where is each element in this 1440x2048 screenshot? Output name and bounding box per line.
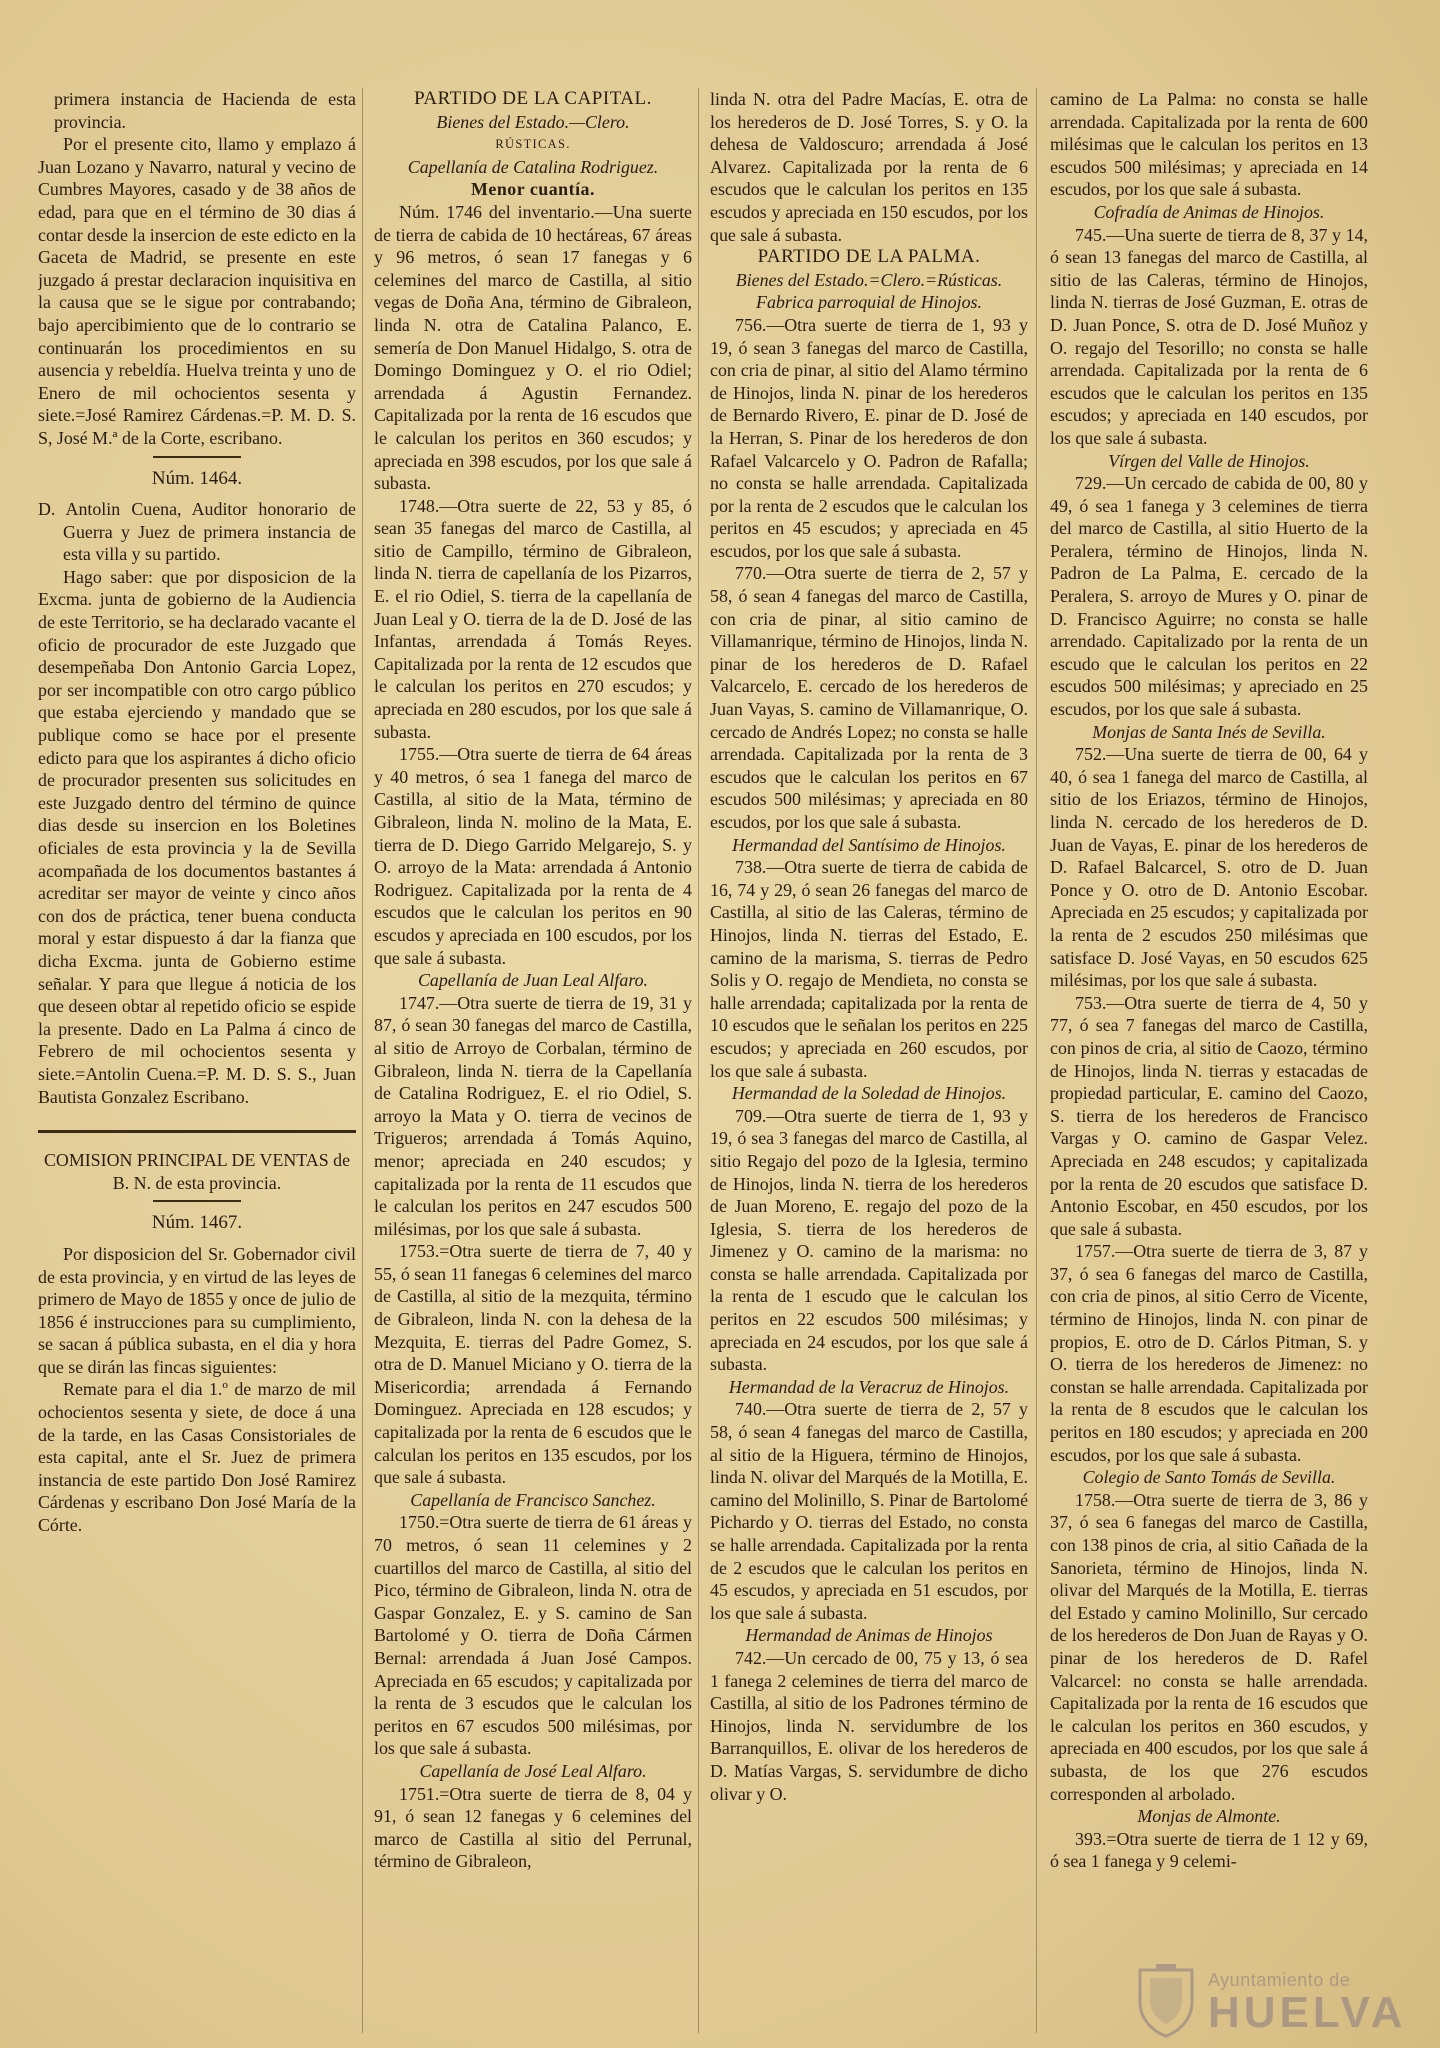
column-1 <box>38 88 356 2033</box>
lot-entry: 1757.—Otra suerte de tierra de 3, 87 y 37, ó sea 6 fanegas del marco de Castilla, con cria de pinos, al sitio Cerro de Vicente, término de Hinojos, linda N. con pinar de propios, E. otro de D. Cárlos Pitman, S. y O. tierra de los herederos de Jimenez: no constan se halle arrendada. Capitalizada por la renta de 8 escudos que le calculan los peritos en 180 escudos; y apreciada en 200 escudos, por los que sale á subasta. <box>1050 1241 1368 1465</box>
lot-entry: 738.—Otra suerte de tierra de cabida de 16, 74 y 29, ó sean 26 fanegas del marco de Castilla, al sitio de las Caleras, término de Hinojos, linda N. tierras del Estado, E. camino de la marisma, S. tierras de Pedro Solis y O. regajo de Mendieta, no consta se halle arrendada; capitalizada por la renta de 10 escudos que le señalan los peritos en 225 escudos; y apreciada en 260 escudos, por los que sale á subasta. <box>710 857 1028 1081</box>
owner-heading: Monjas de Santa Inés de Sevilla. <box>1092 721 1326 742</box>
owner-heading: Hermandad de la Veracruz de Hinojos. <box>728 1376 1010 1397</box>
owner-heading: Cofradía de Animas de Hinojos. <box>1093 201 1325 222</box>
column-rule <box>1036 88 1037 2033</box>
paragraph: Hago saber: que por disposicion de la Excma. junta de gobierno de la Audiencia de este Territorio, se ha declarado vacante el oficio de procurador de este Juzgado que desempeñaba Don Antonio Garcia Lopez, por ser incompatible con otro cargo público que estaba ejerciendo y mandado que se publique como se hace por el presente edicto para que los aspirantes á dicho oficio de procurador presenten sus solicitudes en este Juzgado dentro del término de quince dias desde su insercion en los Boletines oficiales de esta provincia y la de Sevilla acompañada de los documentos bastantes á acreditar ser mayor de veinte y cinco años con dos de práctica, tener buena conducta moral y estar dispuesto á dar la fianza que dicha Excma. junta de Gobierno estime señalar. Y para que llegue á noticia de los que deseen obtar al repetido oficio se espide la presente. Dado en La Palma á cinco de Febrero de mil ochocientos sesenta y siete.=Antolin Cuena.=P. M. D. S. S., Juan Bautista Gonzalez Escribano. <box>38 566 356 1107</box>
lot-entry: 742.—Un cercado de 00, 75 y 13, ó sea 1 fanega 2 celemines de tierra del marco de Castilla, al sitio de los Padrones término de Hinojos, linda N. servidumbre de los Barranquillos, E. olivar de los herederos de D. Matías Vargas, S. servidumbre de dicho olivar y O. <box>710 1647 1028 1804</box>
lot-entry: linda N. otra del Padre Macías, E. otra de los herederos de D. José Torres, S. y O. la dehesa de Valdoscuro; arrendada á José Alvarez. Capitalizada por la renta de 6 escudos que le calculan los peritos en 135 escudos y apreciada en 150 escudos, por los que sale á subasta. <box>710 89 1028 245</box>
lot-entry: 753.—Otra suerte de tierra de 4, 50 y 77, ó sea 7 fanegas del marco de Castilla, con pinos de cria, al sitio de Caozo, término de Hinojos, linda N. tierras y estacadas de propiedad particular, E. camino del Caozo, S. tierra de los herederos de Francisco Vargas y O. camino de Gaspar Velez. Apreciada en 248 escudos; y capitalizada por la renta de 20 escudos que satisface D. Antonio Escobar, en 450 escudos, por los que sale á subasta. <box>1050 992 1368 1239</box>
lot-entry: 1747.—Otra suerte de tierra de 19, 31 y 87, ó sean 30 fanegas del marco de Castilla, al sitio de Arroyo de Corbalan, término de Gibraleon, linda N. tierra de la Capellanía de Catalina Rodriguez, E. el rio Odiel, S. arroyo la Mata y O. tierra de vecinos de Trigueros; arrendada á Tomás Aquino, menor; apreciada en 240 escudos; y capitalizada por la renta de 11 escudos que le calculan los peritos en 247 escudos 500 milésimas, por los que sale á subasta. <box>374 992 692 1239</box>
lot-entry: 1758.—Otra suerte de tierra de 3, 86 y 37, ó sea 6 fanegas del marco de Castilla, con 138 pinos de cria, al sitio Cañada de la Sanorieta, término de Hinojos, linda N. olivar del Marqués de la Motilla, E. tierras del Estado y camino Molinillo, Sur cercado de los herederos de Don Juan de Rayas y O. pinar de los herederos de D. Rafel Valcarcel: no consta se halle arrendada. Capitalizada por la renta de 16 escudos que le calculan los peritos en 360 escudos, y apreciada en 400 escudos, por los que sale á subasta, de los que 276 escudos corresponden al arbolado. <box>1050 1489 1368 1804</box>
subheading: Menor cuantía. <box>471 179 595 200</box>
watermark <box>1128 1960 1428 2040</box>
notice-number: Núm. 1467. <box>151 1212 243 1234</box>
lot-entry: 740.—Otra suerte de tierra de 2, 57 y 58, ó sean 4 fanegas del marco de Castilla, al sitio de la Higuera, término de Hinojos, linda N. olivar del Marqués de la Motilla, E. camino del Molinillo, S. Pinar de Bartolomé Pichardo y O. tierras del Estado, no consta se halle arrendada. Capitalizada por la renta de 2 escudos que le calculan los peritos en 45 escudos, y apreciada en 51 escudos, por los que sale á subasta. <box>710 1399 1028 1623</box>
subheading: Bienes del Estado.=Clero.=Rústicas. <box>735 269 1003 290</box>
lot-entry: 1751.=Otra suerte de tierra de 8, 04 y 91, ó sean 12 fanegas y 6 celemines del marco de Castilla al sitio del Perrunal, término de Gibraleon, <box>374 1783 692 1872</box>
paragraph: Por disposicion del Sr. Gobernador civil de esta provincia, y en virtud de las leyes de primero de Mayo de 1855 y once de julio de 1856 é instrucciones para su cumplimiento, se sacan á pública subasta, en el dia y hora que se dirán las fincas siguientes: <box>38 1243 356 1377</box>
owner-heading: Colegio de Santo Tomás de Sevilla. <box>1082 1467 1336 1488</box>
district-heading: PARTIDO DE LA PALMA. <box>757 246 981 268</box>
lot-entry: 745.—Una suerte de tierra de 8, 37 y 14, ó sean 13 fanegas del marco de Castilla, al sitio de las Caleras, término de Hinojos, linda N. tierras de José Guzman, E. otras de D. Juan Ponce, S. otra de D. José Muñoz y O. regajo del Tesorillo; no consta se halle arrendada. Capitalizada por la renta de 6 escudos que le calculan los peritos en 135 escudos; y apreciada en 140 escudos, por los que sale á subasta. <box>1050 224 1368 448</box>
lot-entry: 756.—Otra suerte de tierra de 1, 93 y 19, ó sean 3 fanegas del marco de Castilla, con cria de pinar, al sitio del Alamo término de Hinojos, linda N. pinar de los herederos de Bernardo Rivero, E. pinar de D. José de la Herran, S. Pinar de los herederos de don Rafael Valcarcelo y O. Padron de Rafalla; no consta se halle arrendada. Capitalizada por la renta de 2 escudos que le calculan los peritos en 45 escudos; y apreciada en 45 escudos, por los que sale á subasta. <box>710 314 1028 561</box>
paragraph: Remate para el dia 1.º de marzo de mil ochocientos sesenta y siete, de doce á una de la tarde, en las Casas Consistoriales de esta capital, ante el Sr. Juez de primera instancia de este partido Don José Ramirez Cárdenas y escribano Don José María de la Córte. <box>38 1379 356 1536</box>
separator <box>153 456 241 458</box>
owner-heading: Capellanía de Francisco Sanchez. <box>410 1489 656 1510</box>
lot-entry: 1753.=Otra suerte de tierra de 7, 40 y 55, ó sean 11 fanegas 6 celemines del marco de Castilla, al sitio de la mezquita, término de Gibraleon, linda N. con la dehesa de la Mezquita, E. tierras del Padre Gomez, S. otra de D. Manuel Miciano y O. tierra de la Misericordia; arrendada á Fernando Dominguez. Apreciada en 128 escudos; y capitalizada por la renta de 6 escudos que le calculan los peritos en 135 escudos, por los que sale á subasta. <box>374 1241 692 1488</box>
watermark-line1: Ayuntamiento de <box>1208 1970 1351 1990</box>
subheading: RÚSTICAS. <box>495 137 571 152</box>
lot-entry: 770.—Otra suerte de tierra de 2, 57 y 58, ó sean 4 fanegas del marco de Castilla, con cria de pinar, al sitio camino de Villamanrique, término de Hinojos, linda N. pinar de los herederos de D. Rafael Valcarcelo, E. cercado de los herederos de Juan Vayas, S. camino de Villamanrique, O. cercado de Andrés Lopez; no consta se halle arrendada. Capitalizada por la renta de 3 escudos que le calculan los peritos en 67 escudos 500 milésimas; y apreciada en 80 escudos, por los que sale á subasta. <box>710 563 1028 832</box>
coat-of-arms-icon <box>1134 1962 1198 2038</box>
lot-entry: 393.=Otra suerte de tierra de 1 12 y 69, ó sea 1 fanega y 9 celemi- <box>1050 1828 1368 1872</box>
owner-heading: Hermandad de Animas de Hinojos <box>745 1625 993 1646</box>
section-heading: COMISION PRINCIPAL DE VENTAS de B. N. de esta provincia. <box>43 1150 351 1193</box>
column-rule <box>362 88 363 2033</box>
paragraph: primera instancia de Hacienda de esta provincia. <box>54 89 356 132</box>
lot-entry: 1748.—Otra suerte de 22, 53 y 85, ó sean 35 fanegas del marco de Castilla, al sitio de Campillo, término de Gibraleon, linda N. tierra de capellanía de los Pizarros, E. el rio Odiel, S. tierra de la capellanía de Juan Leal y O. tierra de la de D. José de las Infantas, arrendada á Tomás Reyes. Capitalizada por la renta de 12 escudos que le calculan los peritos en 270 escudos; y apreciada en 280 escudos, por los que sale á subasta. <box>374 495 692 742</box>
owner-heading: Hermandad del Santísimo de Hinojos. <box>732 834 1006 855</box>
notice-number: Núm. 1464. <box>151 467 243 489</box>
owner-heading: Capellanía de Juan Leal Alfaro. <box>417 970 649 991</box>
lot-entry: 1750.=Otra suerte de tierra de 61 áreas y 70 metros, ó sean 11 celemines y 2 cuartillos del marco de Castilla, al sitio del Pico, término de Gibraleon, linda N. otra de Gaspar Gonzalez, E. y S. camino de San Bartolomé y O. tierra de Doña Cármen Bernal: arrendada á Juan José Campos. Apreciada en 65 escudos; y capitalizada por la renta de 3 escudos que le calculan los peritos en 67 escudos 500 milésimas, por los que sale á subasta. <box>374 1512 692 1759</box>
lot-entry: 729.—Un cercado de cabida de 00, 80 y 49, ó sea 1 fanega y 3 celemines de tierra del marco de Castilla, al sitio Huerto de la Peralera, término de Hinojos, linda N. Padron de La Palma, E. cercado de la Peralera, S. arroyo de Mures y O. pinar de D. Francisco Aguirre; no consta se halle arrendado. Capitalizado por la renta de un escudo que le calculan los peritos en 22 escudos 500 milésimas; y apreciado en 25 escudos, por los que sale á subasta. <box>1050 473 1368 720</box>
owner-heading: Capellanía de José Leal Alfaro. <box>419 1760 647 1781</box>
owner-heading: Hermandad de la Soledad de Hinojos. <box>731 1083 1007 1104</box>
district-heading: PARTIDO DE LA CAPITAL. <box>414 88 652 109</box>
subheading: Bienes del Estado.—Clero. <box>436 111 630 132</box>
column-3 <box>710 88 1028 2033</box>
owner-heading: Capellanía de Catalina Rodriguez. <box>407 156 659 177</box>
lot-entry: 1755.—Otra suerte de tierra de 64 áreas y 40 metros, ó sea 1 fanega del marco de Castilla, al sitio de la Mata, término de Gibraleon, linda N. molino de la Mata, E. tierra de D. Diego Garrido Melgarejo, S. y O. arroyo de la Mata: arrendada á Antonio Rodriguez. Capitalizada por la renta de 4 escudos que le calculan los peritos en 90 escudos y apreciada en 100 escudos, por los que sale á subasta. <box>374 744 692 968</box>
owner-heading: Monjas de Almonte. <box>1137 1806 1281 1827</box>
section-rule <box>38 1130 356 1133</box>
lot-entry: camino de La Palma: no consta se halle arrendada. Capitalizada por la renta de 600 milésimas que le calculan los peritos en 13 escudos 500 milésimas; y apreciada en 14 escudos, por los que sale á subasta. <box>1050 89 1368 200</box>
column-4 <box>1050 88 1368 2033</box>
watermark-line2: HUELVA <box>1208 1988 1407 2037</box>
column-rule <box>698 88 699 2033</box>
owner-heading: Fabrica parroquial de Hinojos. <box>756 292 982 313</box>
lot-entry: 709.—Otra suerte de tierra de 1, 93 y 19, ó sea 3 fanegas del marco de Castilla, al sitio Regajo del pozo de la Iglesia, termino de Hinojos, linda N. tierra de los herederos de Juan Moreno, E. regajo del pozo de la Iglesia, S. tierra de los herederos de Jimenez y O. camino de la marisma: no consta se halle arrendada. Capitalizada por la renta de 1 escudo que le calculan los peritos en 22 escudos 500 milésimas; y apreciada en 24 escudos, por los que sale á subasta. <box>710 1105 1028 1375</box>
column-2 <box>374 88 692 2033</box>
lot-entry: Núm. 1746 del inventario.—Una suerte de tierra de cabida de 10 hectáreas, 67 áreas y 96 metros, ó sean 17 fanegas y 6 celemines del marco de Castilla, al sitio vegas de Doña Ana, término de Gibraleon, linda N. otra de Catalina Palanco, E. semería de Don Manuel Hidalgo, S. otra de Domingo Dominguez y O. el rio Odiel; arrendada á Agustin Fernandez. Capitalizada por la renta de 16 escudos que le calculan los peritos en 360 escudos; y apreciada en 398 escudos, por los que sale á subasta. <box>374 201 692 494</box>
owner-heading: Vírgen del Valle de Hinojos. <box>1108 450 1310 471</box>
lot-entry: 752.—Una suerte de tierra de 00, 64 y 40, ó sea 1 fanega del marco de Castilla, al sitio de los Eriazos, término de Hinojos, linda N. cercado de los herederos de D. Juan de Vayas, E. pinar de los herederos de D. Rafael Balcarcel, S. otro de D. Juan Ponce y O. otro de D. Antonio Escobar. Apreciada en 25 escudos; y capitalizada por la renta de 2 escudos 250 milésimas que satisface D. José Vayas, en 50 escudos 625 milésimas, por los que sale á subasta. <box>1050 744 1368 991</box>
paragraph: D. Antolin Cuena, Auditor honorario de Guerra y Juez de primera instancia de esta villa y su partido. <box>38 499 356 565</box>
separator <box>153 1200 241 1202</box>
paragraph: Por el presente cito, llamo y emplazo á Juan Lozano y Navarro, natural y vecino de Cumbres Mayores, casado y de 38 años de edad, para que en el término de 30 dias á contar desde la insercion de este edicto en la Gaceta de Madrid, se presente en este juzgado á prestar declaracion inquisitiva en la causa que se le sigue por contrabando; bajo apercibimiento que de lo contrario se continuarán los procedimientos en su ausencia y rebeldía. Huelva treinta y uno de Enero de mil ochocientos sesenta y siete.=José Ramirez Cárdenas.=P. M. D. S. S, José M.ª de la Corte, escribano. <box>38 134 356 448</box>
